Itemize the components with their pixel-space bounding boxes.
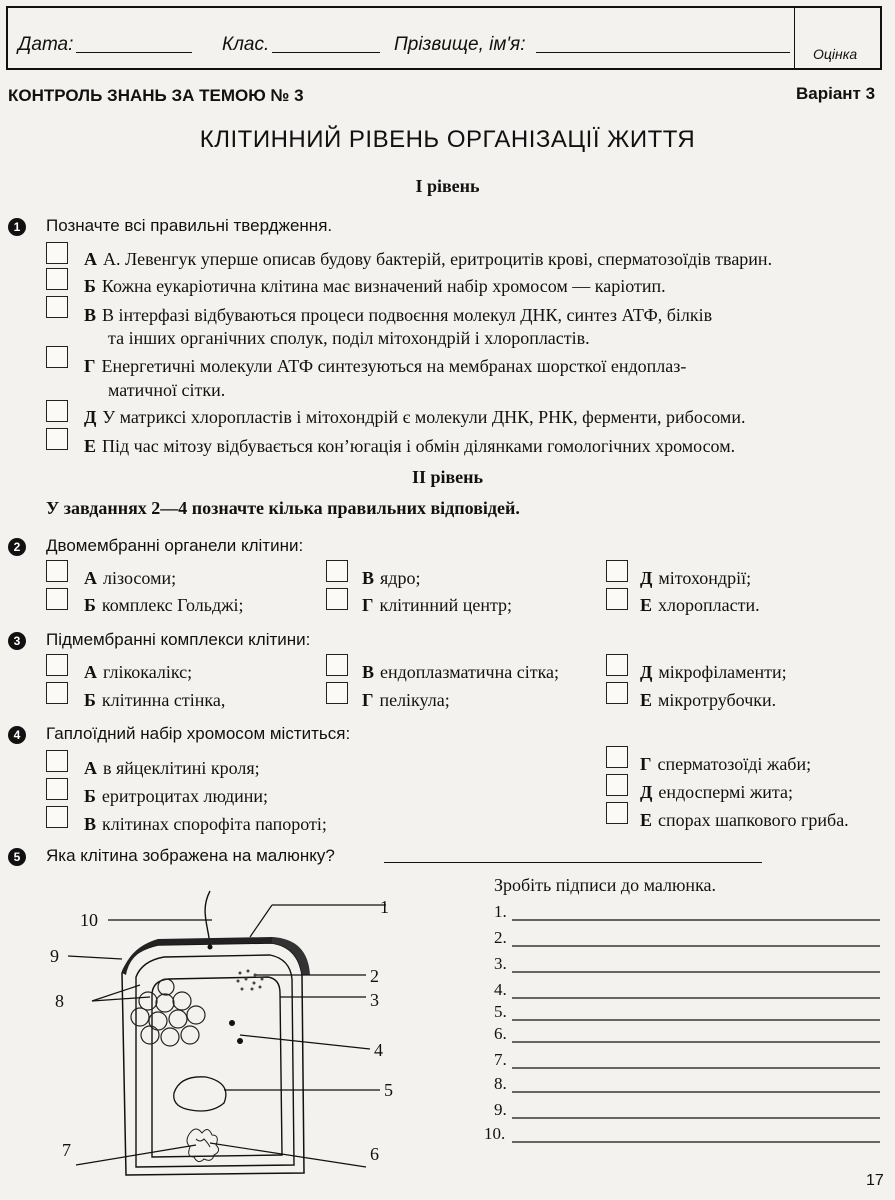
q1-option-c-line2: та інших органічних сполук, поділ мітохондрій і хлоропластів.: [108, 328, 590, 348]
checkbox-q3-b[interactable]: [46, 682, 68, 704]
class-label: Клас.: [222, 34, 270, 55]
question-3-text: Підмембранні комплекси клітини:: [46, 630, 311, 649]
checkbox-q3-a[interactable]: [46, 654, 68, 676]
q1-option-b: Б Кожна еукаріотична клітина має визначений набір хромосом — каріотип.: [84, 276, 666, 296]
question-4-number: 4: [8, 726, 26, 744]
q3-option-d: Г пелікула;: [362, 690, 450, 710]
figure-label-2: 2: [370, 966, 379, 986]
checkbox-q1-e[interactable]: [46, 400, 68, 422]
question-1-text: Позначте всі правильні твердження.: [46, 216, 333, 235]
q4-option-c: В клітинах спорофіта папороті;: [84, 814, 327, 834]
q2-option-a: А лізосоми;: [84, 568, 177, 588]
q1-option-a: А А. Левенгук уперше описав будову бактерій, еритроцитів крові, сперматозоїдів тварин.: [84, 249, 773, 269]
answer-line-9[interactable]: 9.: [494, 1100, 507, 1119]
q2-option-f: Е хлоропласти.: [640, 595, 760, 615]
figure-label-8: 8: [55, 991, 64, 1011]
name-field[interactable]: [536, 52, 790, 53]
checkbox-q2-b[interactable]: [46, 588, 68, 610]
answer-line-5[interactable]: 5.: [494, 1002, 507, 1021]
q1-option-d: Г Енергетичні молекули АТФ синтезуються на мембранах шорсткої ендоплаз-: [84, 356, 687, 376]
answer-line-2[interactable]: 2.: [494, 928, 507, 947]
level-1-heading: І рівень: [415, 176, 480, 196]
question-2-number: 2: [8, 538, 26, 556]
figure-label-4: 4: [374, 1040, 383, 1060]
q3-option-b: Б клітинна стінка,: [84, 690, 226, 710]
checkbox-q2-d[interactable]: [326, 588, 348, 610]
checkbox-q1-b[interactable]: [46, 268, 68, 290]
figure-label-1: 1: [380, 897, 389, 917]
q4-option-f: Е спорах шапкового гриба.: [640, 810, 849, 830]
question-2-text: Двомембранні органели клітини:: [46, 536, 304, 555]
level-2-instruction: У завданнях 2—4 позначте кілька правильних відповідей.: [46, 498, 520, 518]
variant-label: Варіант 3: [796, 84, 876, 103]
answer-line-1[interactable]: 1.: [494, 902, 507, 921]
question-5-text: Яка клітина зображена на малюнку?: [46, 846, 335, 865]
checkbox-q4-a[interactable]: [46, 750, 68, 772]
page-number: 17: [866, 1172, 884, 1189]
checkbox-q3-e[interactable]: [606, 654, 628, 676]
figure-label-9: 9: [50, 946, 59, 966]
figure-label-7: 7: [62, 1140, 71, 1160]
q1-option-c: В В інтерфазі відбуваються процеси подвоєння молекул ДНК, синтез АТФ, білків: [84, 305, 713, 325]
figure-label-10: 10: [80, 910, 98, 930]
page-title: КЛІТИННИЙ РІВЕНЬ ОРГАНІЗАЦІЇ ЖИТТЯ: [199, 126, 696, 153]
checkbox-q2-c[interactable]: [326, 560, 348, 582]
question-5-answer-field[interactable]: [384, 862, 762, 863]
flagellum: [205, 891, 210, 945]
class-field[interactable]: [272, 52, 380, 53]
checkbox-q4-f[interactable]: [606, 802, 628, 824]
q4-option-e: Д ендоспермі жита;: [640, 782, 793, 802]
q4-option-a: А в яйцеклітині кроля;: [84, 758, 260, 778]
checkbox-q3-f[interactable]: [606, 682, 628, 704]
cell-figure: [40, 885, 440, 1190]
q4-option-b: Б еритроцитах людини;: [84, 786, 269, 806]
basal-body: [208, 945, 213, 950]
checkbox-q3-c[interactable]: [326, 654, 348, 676]
checkbox-q1-c[interactable]: [46, 296, 68, 318]
answer-line-3[interactable]: 3.: [494, 954, 507, 973]
score-label: Оцінка: [813, 46, 858, 62]
date-field[interactable]: [76, 52, 192, 53]
control-title: КОНТРОЛЬ ЗНАНЬ ЗА ТЕМОЮ № 3: [8, 86, 304, 105]
figure-label-6: 6: [370, 1144, 379, 1164]
figure-label-5: 5: [384, 1080, 393, 1100]
q2-option-b: Б комплекс Гольджі;: [84, 595, 244, 615]
checkbox-q1-d[interactable]: [46, 346, 68, 368]
q2-option-e: Д мітохондрії;: [640, 568, 752, 588]
score-box[interactable]: [794, 6, 882, 70]
q3-option-a: А глікокалікс;: [84, 662, 193, 682]
question-5-number: 5: [8, 848, 26, 866]
checkbox-q1-f[interactable]: [46, 428, 68, 450]
name-label: Прізвище, ім'я:: [394, 34, 526, 55]
q1-option-d-line2: матичної сітки.: [108, 380, 226, 400]
checkbox-q1-a[interactable]: [46, 242, 68, 264]
checkbox-q4-b[interactable]: [46, 778, 68, 800]
answer-line-4[interactable]: 4.: [494, 980, 507, 999]
vacuole-boundary: [152, 977, 282, 1157]
answer-underlines: [508, 900, 888, 1150]
answer-line-10[interactable]: 10.: [484, 1124, 506, 1143]
checkbox-q2-e[interactable]: [606, 560, 628, 582]
date-label: Дата:: [18, 34, 74, 55]
level-2-heading: ІІ рівень: [411, 467, 484, 487]
caption-prompt: Зробіть підписи до малюнка.: [494, 875, 717, 895]
checkbox-q2-a[interactable]: [46, 560, 68, 582]
checkbox-q4-d[interactable]: [606, 746, 628, 768]
figure-label-3: 3: [370, 990, 379, 1010]
q3-option-e: Д мікрофіламенти;: [640, 662, 787, 682]
checkbox-q4-e[interactable]: [606, 774, 628, 796]
q1-option-f: Е Під час мітозу відбувається кон’югація і обмін ділянками гомологічних хромосом.: [84, 436, 736, 456]
answer-line-6[interactable]: 6.: [494, 1024, 507, 1043]
stigma-dots: [237, 970, 264, 991]
chloroplasts: [131, 979, 205, 1046]
checkbox-q3-d[interactable]: [326, 682, 348, 704]
checkbox-q4-c[interactable]: [46, 806, 68, 828]
q1-option-e: Д У матриксі хлоропластів і мітохондрій є молекули ДНК, РНК, ферменти, рибосоми.: [84, 407, 746, 427]
q3-option-c: В ендоплазматична сітка;: [362, 662, 560, 682]
checkbox-q2-f[interactable]: [606, 588, 628, 610]
q3-option-f: Е мікротрубочки.: [640, 690, 777, 710]
question-3-number: 3: [8, 632, 26, 650]
q2-option-c: В ядро;: [362, 568, 421, 588]
nucleus: [174, 1077, 226, 1111]
answer-line-7[interactable]: 7.: [494, 1050, 507, 1069]
answer-line-8[interactable]: 8.: [494, 1074, 507, 1093]
question-4-text: Гаплоїдний набір хромосом міститься:: [46, 724, 351, 743]
question-1-number: 1: [8, 218, 26, 236]
q4-option-d: Г сперматозоїді жаби;: [640, 754, 812, 774]
q2-option-d: Г клітинний центр;: [362, 595, 513, 615]
